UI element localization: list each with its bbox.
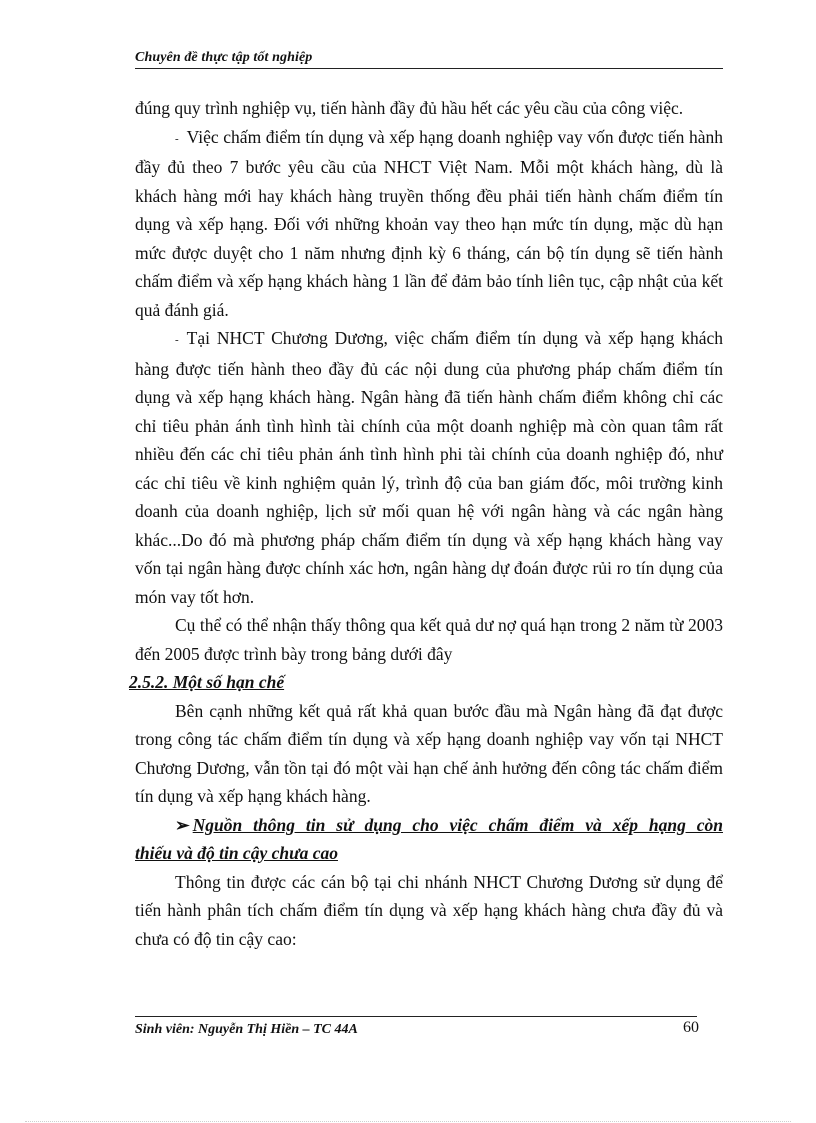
paragraph-text: Tại NHCT Chương Dương, việc chấm điểm tín dụng và xếp hạng khách hàng được tiến hành theo đầy đủ các nội dung của phương pháp chấm điểm tín dụng và xếp hạng khách hàng. Ngân hàng đã tiến hành chấm điểm không chỉ các chỉ tiêu phản ánh tình hình tài chính của một doanh nghiệp mà còn quan tâm rất nhiều đến các chỉ tiêu phản ánh tình hình phi tài chính của doanh nghiệp đó, như các chỉ tiêu về kinh nghiệm quản lý, trình độ của ban giám đốc, môi trường kinh doanh của doanh nghiệp, lịch sử mối quan hệ với ngân hàng và các ngân hàng khác...Do đó mà phương pháp chấm điểm tín dụng và xếp hạng khách hàng vay vốn tại ngân hàng được chính xác hơn, ngân hàng dự đoán được rủi ro tín dụng của món vay tốt hơn. xyxy=(135,328,723,607)
paragraph-credit-scoring-steps xyxy=(135,123,723,325)
dash-marker: - xyxy=(175,334,179,346)
page-header xyxy=(135,50,723,69)
dash-marker: - xyxy=(175,132,179,145)
paragraph-information-sources: Thông tin được các cán bộ tại chi nhánh NHCT Chương Dương sử dụng để tiến hành phân tích chấm điểm tín dụng và xếp hạng khách hàng chưa đầy đủ và chưa có độ tin cậy cao: xyxy=(135,871,723,949)
document-body xyxy=(129,94,723,953)
paragraph-overdue-results: Cụ thể có thể nhận thấy thông qua kết quả dư nợ quá hạn trong 2 năm từ 2003 đến 2005 được trình bày trong bảng dưới đây xyxy=(135,615,723,664)
paragraph-chuong-duong-scoring xyxy=(135,324,723,611)
paragraph-limitations-intro: Bên cạnh những kết quả rất khả quan bước đầu mà Ngân hàng đã đạt được trong công tác chấm điểm tín dụng và xếp hạng doanh nghiệp vay vốn tại NHCT Chương Dương, vẫn tồn tại đó một vài hạn chế ảnh hưởng đến công tác chấm điểm tín dụng và xếp hạng khách hàng. xyxy=(135,700,723,806)
paragraph-text: Việc chấm điểm tín dụng và xếp hạng doanh nghiệp vay vốn được tiến hành đầy đủ theo 7 bước yêu cầu của NHCT Việt Nam. Mỗi một khách hàng, dù là khách hàng mới hay khách hàng truyền thống đều phải tiến hành chấm điểm tín dụng và xếp hạng. Đối với những khoản vay theo hạn mức tín dụng, mặc dù hạn mức được duyệt cho 1 năm nhưng định kỳ 6 tháng, cán bộ tín dụng sẽ tiến hành chấm điểm và xếp hạng khách hàng 1 lần để đảm bảo tính liên tục, cập nhật của kết quả đánh giá. xyxy=(135,126,723,320)
footer-divider xyxy=(135,1016,697,1017)
bullet-heading-line1 xyxy=(135,811,723,840)
bullet-heading xyxy=(135,811,723,868)
section-heading: 2.5.2. Một số hạn chế xyxy=(129,672,285,692)
bullet-heading-text: Nguồn thông tin sử dụng cho việc chấm điểm và xếp hạng còn xyxy=(192,814,723,835)
page-number: 60 xyxy=(683,1019,699,1036)
page-edge-divider xyxy=(25,1121,791,1122)
bullet-heading-line2: thiếu và độ tin cậy chưa cao xyxy=(135,843,338,863)
page-footer xyxy=(135,1022,723,1038)
footer-student: Sinh viên: Nguyễn Thị Hiền – TC 44A xyxy=(135,1022,358,1037)
paragraph-continuation: đúng quy trình nghiệp vụ, tiến hành đầy đủ hầu hết các yêu cầu của công việc. xyxy=(135,98,684,118)
header-title: Chuyên đề thực tập tốt nghiệp xyxy=(135,50,313,65)
arrow-bullet-icon: ➢ xyxy=(175,814,190,835)
